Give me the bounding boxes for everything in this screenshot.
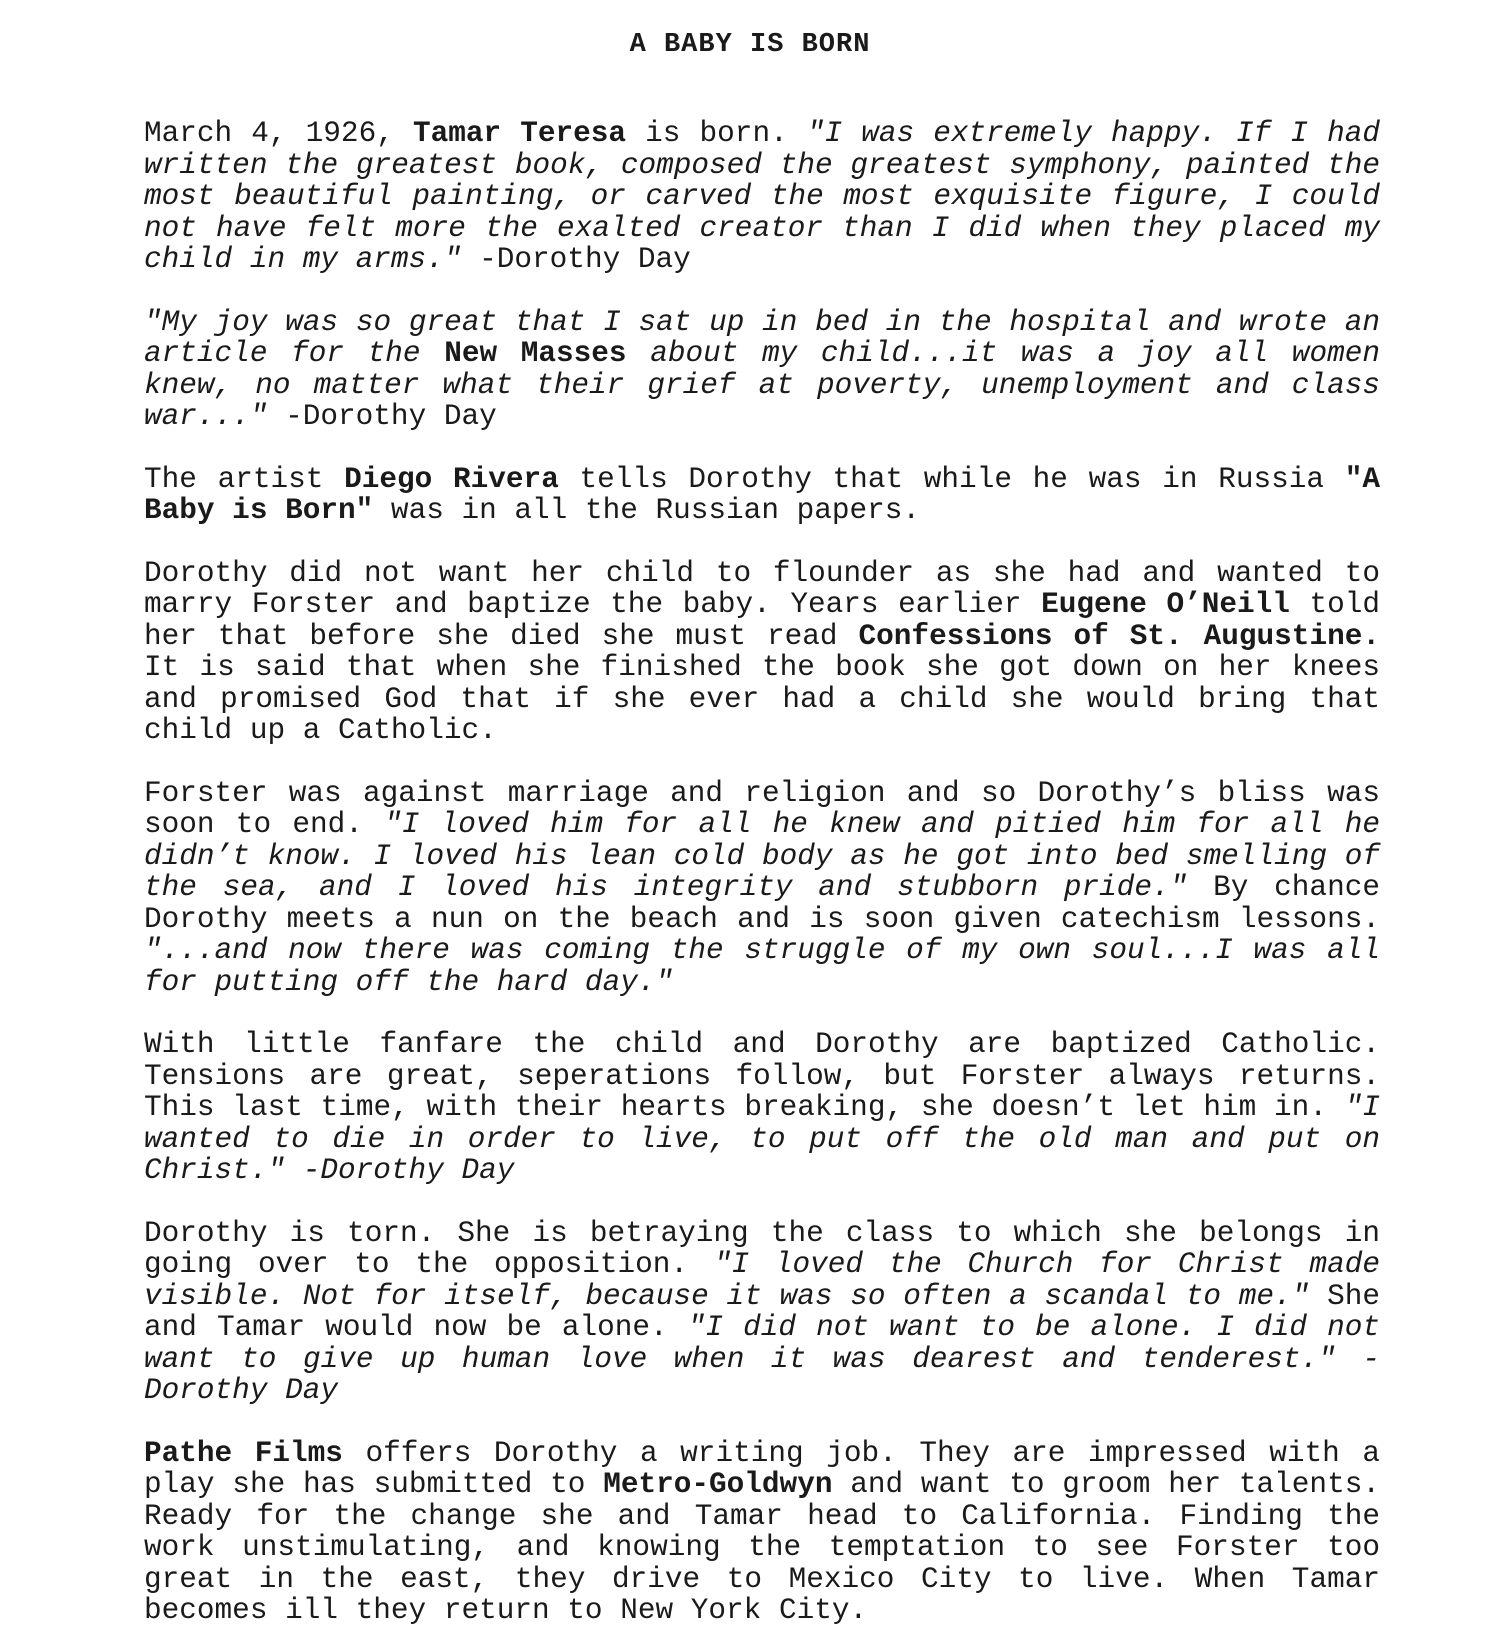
paragraph — [144, 307, 1380, 433]
document-title: A BABY IS BORN — [629, 30, 871, 60]
bold-text: Diego Rivera — [344, 462, 559, 496]
bold-text: New Masses — [444, 337, 627, 370]
text-run: Dorothy is torn. She is betraying the class to which she belongs in going over to the opposition. — [144, 1216, 1380, 1281]
text-run: The artist — [144, 462, 345, 496]
quote-text: "...and now there was coming the struggle of my own soul...I was all for putting off the hard day." — [144, 934, 1380, 999]
quote-text: "I wanted to die in order to live, to put off the old man and put on Christ." -Dorothy Day — [144, 1091, 1380, 1187]
text-run: -Dorothy Day — [267, 400, 497, 433]
paragraph — [144, 118, 1380, 276]
quote-text: "I loved the Church for Christ made visible. Not for itself, because it was so often a scandal to me." — [144, 1248, 1380, 1313]
text-run: and want to groom her talents. Ready for the change she and Tamar head to California. Finding the work unstimulating, and knowing the temptation to see Forster too great in the east, they drive to Mexico City to live. When Tamar becomes ill they return to New York City. — [144, 1468, 1380, 1627]
text-run: By chance Dorothy meets a nun on the beach and is soon given catechism lessons. — [144, 871, 1380, 936]
bold-text: "A Baby is Born" — [144, 462, 1380, 527]
text-run: It is said that when she finished the book she got down on her knees and promised God that if she ever had a child she would bring that child up a Catholic. — [144, 651, 1380, 747]
text-run: was in all the Russian papers. — [373, 494, 921, 527]
quote-text: "I loved him for all he knew and pitied him for all he didn’t know. I loved his lean cold body as he got into bed smelling of the sea, and I loved his integrity and stubborn pride." — [144, 808, 1380, 904]
text-run: Forster was against marriage and religion and so Dorothy’s bliss was soon to end. — [144, 776, 1380, 841]
paragraph — [144, 1218, 1380, 1407]
quote-text: about my child...it was a joy all women knew, no matter what their grief at poverty, unemployment and class war..." — [144, 337, 1381, 433]
paragraph — [144, 778, 1380, 999]
bold-text: Metro-Goldwyn — [603, 1468, 833, 1501]
text-run: Dorothy did not want her child to flounder as she had and wanted to marry Forster and baptize the baby. Years earlier — [144, 556, 1380, 621]
bold-text: Confessions of St. Augustine. — [858, 619, 1380, 653]
text-run: offers Dorothy a writing job. They are impressed with a play she has submitted to — [144, 1436, 1381, 1501]
bold-text: Eugene O’Neill — [1041, 588, 1290, 621]
text-run: March 4, 1926, — [144, 117, 413, 150]
text-run: With little fanfare the child and Dorothy are baptized Catholic. Tensions are great, seperations follow, but Forster always returns. This last time, with their hearts breaking, she doesn’t let him in. — [144, 1028, 1380, 1124]
paragraph — [144, 464, 1380, 527]
bold-text: Tamar Teresa — [412, 117, 627, 150]
text-run: told her that before she died she must read — [144, 588, 1380, 653]
bold-text: Pathe Films — [144, 1436, 343, 1470]
text-run: is born. — [626, 117, 807, 150]
quote-text: "I did not want to be alone. I did not want to give up human love when it was dearest and tenderest." -Dorothy Day — [144, 1311, 1380, 1407]
quote-text: "My joy was so great that I sat up in bed in the hospital and wrote an article for the — [144, 305, 1380, 370]
text-run: tells Dorothy that while he was in Russia — [558, 462, 1345, 496]
paragraph — [144, 1438, 1380, 1627]
document-body — [144, 118, 1380, 1627]
paragraph — [144, 558, 1380, 747]
paragraph — [144, 1029, 1380, 1187]
text-run: -Dorothy Day — [461, 243, 691, 276]
text-run: She and Tamar would now be alone. — [144, 1279, 1380, 1344]
quote-text: "I was extremely happy. If I had written the greatest book, composed the greatest symphony, painted the most beautiful painting, or carved the most exquisite figure, I could not have felt more the exalted creator than I did when they placed my child in my arms." — [144, 117, 1380, 276]
